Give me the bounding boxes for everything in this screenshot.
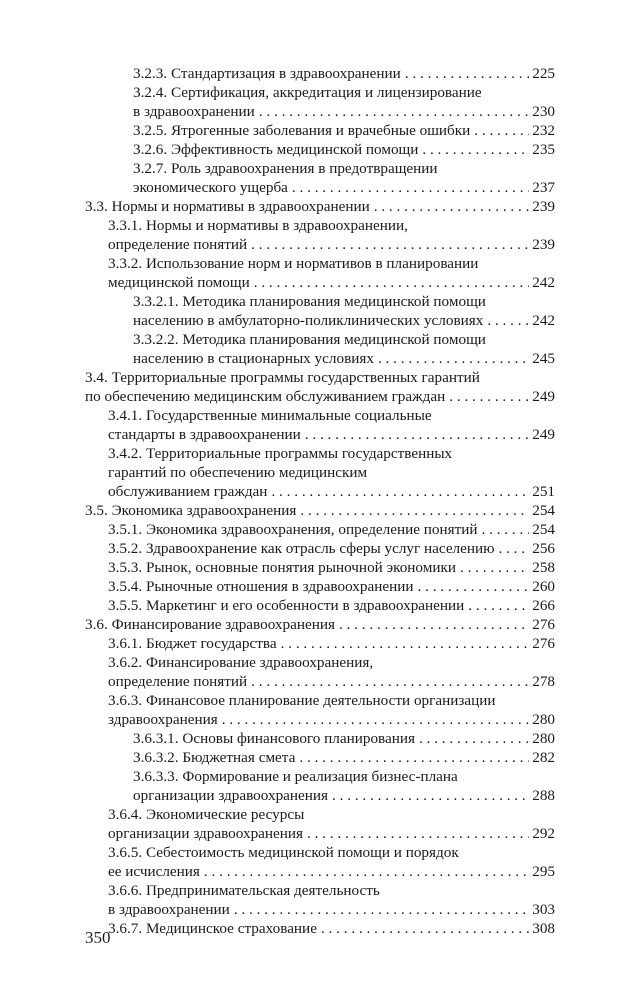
toc-entry-title-line: 3.2.6. Эффективность медицинской помощи [133, 141, 419, 158]
toc-entry [85, 539, 555, 558]
dot-leader [295, 748, 529, 767]
toc-entry [85, 444, 555, 501]
toc-entry-last-line [108, 824, 555, 843]
dot-leader [374, 349, 529, 368]
toc-entry-title-line: 3.3. Нормы и нормативы в здравоохранении [85, 198, 370, 215]
dot-leader [464, 596, 529, 615]
dot-leader [370, 197, 529, 216]
toc-entry [85, 501, 555, 520]
toc-entry-last-line [108, 425, 555, 444]
toc-entry-last-line [108, 596, 555, 615]
page-number: 350 [85, 928, 111, 947]
toc-entry-title-line: 3.3.2. Использование норм и нормативов в планировании [108, 255, 479, 272]
toc-entry-title-line: 3.6.3. Финансовое планирование деятельности организации [108, 692, 496, 709]
toc-entry [85, 805, 555, 843]
toc-entry-last-line [108, 482, 555, 501]
toc-entry-last-line [108, 577, 555, 596]
toc-entry-last-line [85, 501, 555, 520]
dot-leader [335, 615, 529, 634]
toc-entry [85, 64, 555, 83]
toc-entry [85, 653, 555, 691]
toc-entry [85, 520, 555, 539]
toc-entry [85, 254, 555, 292]
toc-entry-title-line: 3.4. Территориальные программы государственных гарантий [85, 369, 480, 386]
dot-leader [470, 121, 529, 140]
dot-leader [317, 919, 529, 938]
toc-entry-title-line: 3.5.3. Рынок, основные понятия рыночной экономики [108, 559, 456, 576]
toc-entry-page: 249 [532, 426, 555, 443]
toc-entry-page: 242 [532, 312, 555, 329]
toc-entry-title-line: 3.6.3.2. Бюджетная смета [133, 749, 296, 766]
toc-entry [85, 159, 555, 197]
toc-entry [85, 577, 555, 596]
toc-entry [85, 919, 555, 938]
toc-entry-title-line: 3.3.2.2. Методика планирования медицинской помощи [133, 331, 486, 348]
toc-entry-last-line [108, 672, 555, 691]
toc-entry-title-line: 3.5.4. Рыночные отношения в здравоохранении [108, 578, 414, 595]
dot-leader [414, 577, 530, 596]
toc-entry-page: 282 [532, 749, 555, 766]
toc-entry-page: 256 [532, 540, 555, 557]
toc-entry-last-line [133, 311, 555, 330]
toc-entry-page: 288 [532, 787, 555, 804]
toc-entry-page: 242 [532, 274, 555, 291]
toc-entry-title-line: ее исчисления [108, 863, 200, 880]
dot-leader [478, 520, 529, 539]
toc-entry-page: 280 [532, 711, 555, 728]
dot-leader [401, 64, 529, 83]
toc-entry-title-line: здравоохранения [108, 711, 218, 728]
toc-entry-title-line: 3.2.5. Ятрогенные заболевания и врачебные ошибки [133, 122, 471, 139]
dot-leader [218, 710, 529, 729]
toc-entry-title-line: 3.4.2. Территориальные программы государственных [108, 445, 453, 462]
toc-entry-last-line [108, 634, 555, 653]
toc-entry-title-line: 3.5. Экономика здравоохранения [85, 502, 297, 519]
toc-entry [85, 881, 555, 919]
toc-entry-title-line: гарантий по обеспечению медицинским [108, 464, 368, 481]
toc-entry-title-line: 3.6.3.1. Основы финансового планирования [133, 730, 416, 747]
toc-entry-title-line: организации здравоохранения [108, 825, 304, 842]
dot-leader [445, 387, 529, 406]
toc-entry-page: 239 [532, 198, 555, 215]
toc-entry-page: 295 [532, 863, 555, 880]
toc-entry-title-line: стандарты в здравоохранении [108, 426, 301, 443]
toc-entry-last-line [108, 539, 555, 558]
dot-leader [418, 140, 529, 159]
dot-leader [267, 482, 529, 501]
toc-entry [85, 748, 555, 767]
toc-entry-last-line [85, 197, 555, 216]
toc-entry-page: 308 [532, 920, 555, 937]
toc-entry [85, 83, 555, 121]
toc-entry-title-line: населению в стационарных условиях [133, 350, 374, 367]
dot-leader [328, 786, 529, 805]
toc-entry-page: 251 [532, 483, 555, 500]
toc-entry-page: 232 [532, 122, 555, 139]
toc-entry-page: 249 [532, 388, 555, 405]
dot-leader [247, 235, 529, 254]
toc-entry-title-line: 3.2.7. Роль здравоохранения в предотвращении [133, 160, 438, 177]
toc-entry-title-line: определение понятий [108, 236, 248, 253]
toc-entry-title-line: 3.6.2. Финансирование здравоохранения, [108, 654, 374, 671]
toc-entry-last-line [133, 102, 555, 121]
toc-entry [85, 767, 555, 805]
toc-entry-title-line: 3.2.4. Сертификация, аккредитация и лицензирование [133, 84, 482, 101]
toc-entry-title-line: экономического ущерба [133, 179, 288, 196]
toc-entry-last-line [108, 862, 555, 881]
toc-entry-title-line: 3.6.4. Экономические ресурсы [108, 806, 305, 823]
toc-entry [85, 216, 555, 254]
toc-entry-title-line: 3.4.1. Государственные минимальные социальные [108, 407, 432, 424]
toc-entry-title-line: 3.6.3.3. Формирование и реализация бизнес-плана [133, 768, 458, 785]
toc-entry-title-line: 3.5.5. Маркетинг и его особенности в здравоохранении [108, 597, 465, 614]
toc-entry-title-line: в здравоохранении [108, 901, 230, 918]
dot-leader [296, 501, 529, 520]
toc-entry [85, 197, 555, 216]
toc-entry-page: 237 [532, 179, 555, 196]
toc-entry-title-line: 3.5.1. Экономика здравоохранения, определение понятий [108, 521, 478, 538]
toc-entry-title-line: 3.3.2.1. Методика планирования медицинской помощи [133, 293, 486, 310]
toc-entry-last-line [108, 710, 555, 729]
dot-leader [456, 558, 529, 577]
toc-entry-page: 239 [532, 236, 555, 253]
toc-entry-last-line [85, 615, 555, 634]
toc-entry-last-line [108, 235, 555, 254]
dot-leader [288, 178, 529, 197]
toc-entry [85, 368, 555, 406]
toc-entry-page: 225 [532, 65, 555, 82]
toc-entry-page: 276 [532, 616, 555, 633]
toc-entry [85, 615, 555, 634]
toc-entry-title-line: населению в амбулаторно-поликлинических условиях [133, 312, 484, 329]
toc-entry-last-line [133, 140, 555, 159]
toc-entry-last-line [133, 64, 555, 83]
table-of-contents [85, 64, 555, 938]
toc-entry [85, 843, 555, 881]
toc-entry-title-line: 3.6. Финансирование здравоохранения [85, 616, 335, 633]
toc-entry-page: 266 [532, 597, 555, 614]
toc-entry-last-line [133, 349, 555, 368]
toc-entry [85, 634, 555, 653]
toc-entry [85, 729, 555, 748]
toc-entry-title-line: обслуживанием граждан [108, 483, 268, 500]
dot-leader [415, 729, 529, 748]
toc-entry-page: 258 [532, 559, 555, 576]
toc-entry [85, 330, 555, 368]
toc-entry-last-line [108, 558, 555, 577]
toc-entry [85, 406, 555, 444]
toc-entry-page: 230 [532, 103, 555, 120]
toc-entry-last-line [108, 273, 555, 292]
toc-entry-title-line: организации здравоохранения [133, 787, 329, 804]
dot-leader [483, 311, 529, 330]
toc-entry [85, 558, 555, 577]
dot-leader [250, 273, 529, 292]
toc-entry-page: 245 [532, 350, 555, 367]
dot-leader [200, 862, 529, 881]
toc-entry [85, 691, 555, 729]
toc-entry-last-line [108, 520, 555, 539]
toc-entry-title-line: 3.6.1. Бюджет государства [108, 635, 277, 652]
dot-leader [255, 102, 529, 121]
toc-entry-last-line [133, 121, 555, 140]
toc-entry [85, 121, 555, 140]
toc-entry-page: 278 [532, 673, 555, 690]
toc-entry-last-line [133, 748, 555, 767]
toc-entry-title-line: 3.6.6. Предпринимательская деятельность [108, 882, 380, 899]
toc-entry-title-line: 3.6.7. Медицинское страхование [108, 920, 317, 937]
toc-entry-page: 254 [532, 502, 555, 519]
toc-entry-page: 254 [532, 521, 555, 538]
toc-entry-page: 303 [532, 901, 555, 918]
toc-entry-last-line [108, 900, 555, 919]
toc-entry-page: 276 [532, 635, 555, 652]
dot-leader [277, 634, 529, 653]
toc-entry-last-line [133, 729, 555, 748]
toc-entry [85, 140, 555, 159]
toc-entry-title-line: 3.6.5. Себестоимость медицинской помощи и порядок [108, 844, 459, 861]
toc-entry-title-line: 3.2.3. Стандартизация в здравоохранении [133, 65, 401, 82]
toc-entry [85, 292, 555, 330]
toc-entry-last-line [133, 786, 555, 805]
toc-entry-title-line: медицинской помощи [108, 274, 250, 291]
toc-entry-page: 292 [532, 825, 555, 842]
toc-entry-title-line: 3.3.1. Нормы и нормативы в здравоохранении, [108, 217, 408, 234]
toc-entry [85, 596, 555, 615]
toc-entry-last-line [85, 387, 555, 406]
toc-entry-title-line: по обеспечению медицинским обслуживанием граждан [85, 388, 446, 405]
toc-entry-page: 260 [532, 578, 555, 595]
dot-leader [303, 824, 529, 843]
toc-entry-last-line [108, 919, 555, 938]
toc-entry-page: 280 [532, 730, 555, 747]
toc-entry-page: 235 [532, 141, 555, 158]
toc-entry-title-line: 3.5.2. Здравоохранение как отрасль сферы услуг населению [108, 540, 495, 557]
toc-entry-last-line [133, 178, 555, 197]
dot-leader [230, 900, 529, 919]
toc-entry-title-line: определение понятий [108, 673, 248, 690]
dot-leader [247, 672, 529, 691]
dot-leader [301, 425, 529, 444]
toc-entry-title-line: в здравоохранении [133, 103, 255, 120]
dot-leader [494, 539, 529, 558]
